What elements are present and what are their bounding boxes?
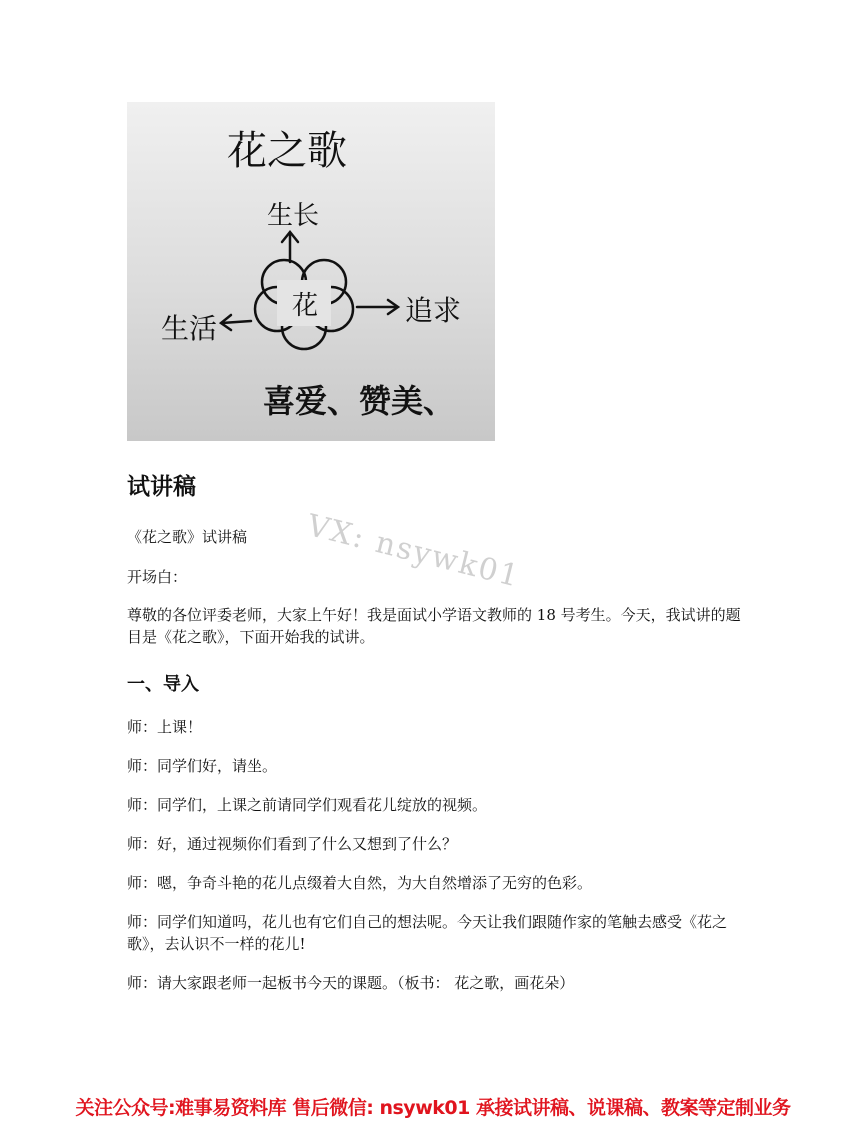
page-heading: 试讲稿 [127, 474, 196, 500]
watermark-text: VX: nsywk01 [303, 508, 524, 595]
dialogue-line: 师：同学们知道吗，花儿也有它们自己的想法呢。今天让我们跟随作家的笔触去感受《花之歌》，去认识不一样的花儿! [127, 913, 728, 953]
sketch-center-label: 花 [292, 291, 319, 321]
dialogue-line: 师：上课！ [127, 718, 203, 736]
arrow-up-icon [282, 232, 298, 262]
subtitle-line: 《花之歌》试讲稿 [127, 528, 248, 546]
footer-banner: 关注公众号:难事易资料库 售后微信: nsywk01 承接试讲稿、说课稿、教案等定制业务 [75, 1097, 791, 1119]
dialogue-line: 师：嗯，争奇斗艳的花儿点缀着大自然，为大自然增添了无穷的色彩。 [127, 874, 593, 892]
sketch-top-label: 生长 [267, 201, 320, 231]
blackboard-sketch-photo [127, 102, 495, 441]
arrow-right-icon [357, 300, 398, 314]
flower-diagram [127, 102, 495, 441]
dialogue-line: 师：同学们，上课之前请同学们观看花儿绽放的视频。 [127, 796, 488, 814]
dialogue-line: 师：同学们好，请坐。 [127, 757, 278, 775]
arrow-left-icon [221, 315, 251, 330]
sketch-bottom-label: 喜爱、赞美、 [263, 382, 456, 420]
opening-paragraph: 尊敬的各位评委老师，大家上午好！我是面试小学语文教师的 18 号考生。今天，我试讲的题目是《花之歌》，下面开始我的试讲。 [127, 606, 741, 646]
sketch-left-label: 生活 [161, 312, 218, 345]
dialogue-line: 师：请大家跟老师一起板书今天的课题。（板书： 花之歌，画花朵） [127, 974, 575, 992]
sketch-right-label: 追求 [405, 294, 462, 327]
opening-label: 开场白： [127, 568, 188, 586]
section-title: 一、导入 [127, 674, 199, 695]
sketch-title: 花之歌 [227, 128, 347, 174]
dialogue-line: 师：好，通过视频你们看到了什么又想到了什么？ [127, 835, 458, 853]
